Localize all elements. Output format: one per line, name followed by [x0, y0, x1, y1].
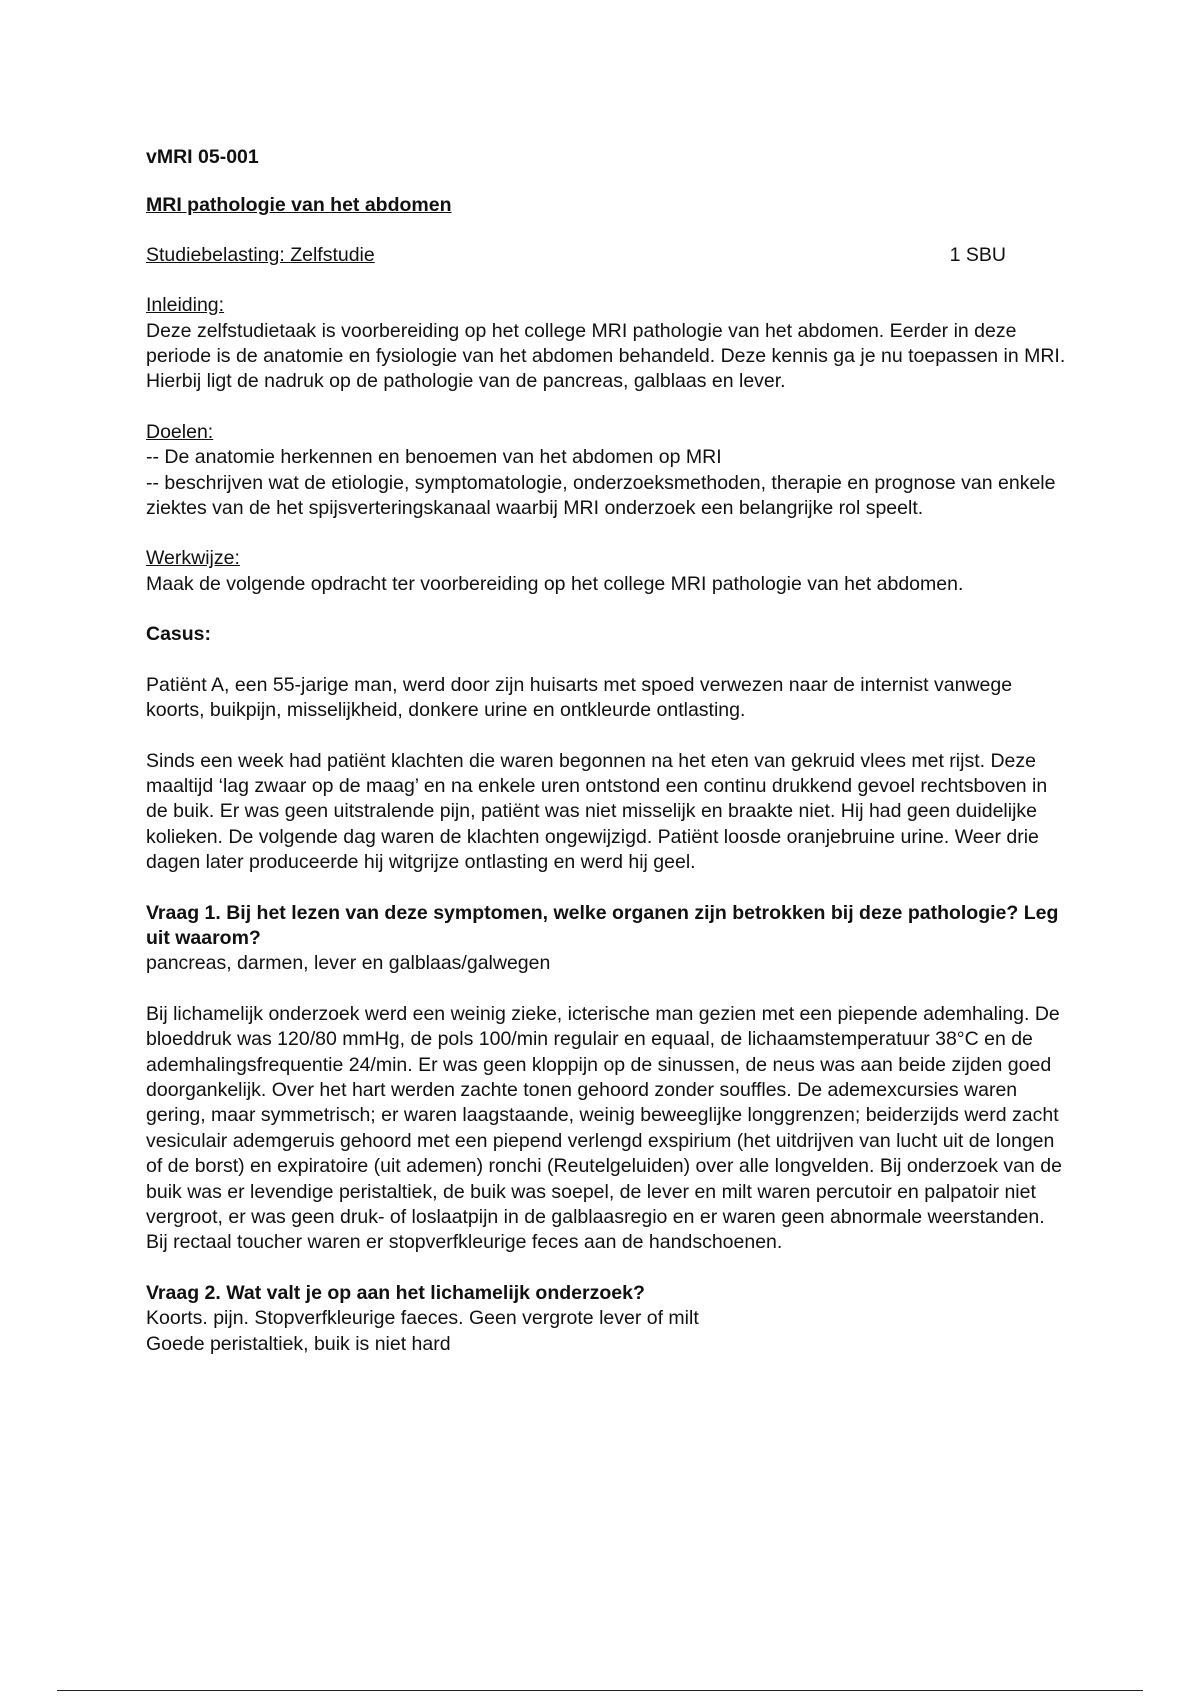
section-inleiding	[146, 293, 1066, 395]
doelen-heading: Doelen:	[146, 420, 214, 443]
question-2-block	[146, 1281, 1066, 1357]
werkwijze-text: Maak de volgende opdracht ter voorbereiding op het college MRI pathologie van het abdomen.	[146, 572, 964, 595]
study-load-value: Zelfstudie	[290, 243, 375, 266]
bottom-rule	[57, 1690, 1143, 1691]
section-werkwijze	[146, 546, 1066, 597]
inleiding-heading: Inleiding:	[146, 294, 225, 317]
question-1: Vraag 1. Bij het lezen van deze symptomen, welke organen zijn betrokken bij deze pathologie? Leg uit waarom?	[146, 901, 1059, 949]
course-code: vMRI 05-001	[146, 146, 259, 168]
question-1-block	[146, 901, 1066, 977]
answer-1: pancreas, darmen, lever en galblaas/galwegen	[146, 952, 551, 975]
doelen-item-1: -- De anatomie herkennen en benoemen van het abdomen op MRI	[146, 446, 722, 469]
answer-2-line-1: Koorts. pijn. Stopverfkleurige faeces. Geen vergrote lever of milt	[146, 1307, 699, 1330]
casus-intro: Patiënt A, een 55-jarige man, werd door zijn huisarts met spoed verwezen naar de internist vanwege koorts, buikpijn, misselijkheid, donkere urine en ontkleurde ontlasting.	[146, 673, 1013, 722]
casus-heading: Casus:	[146, 623, 212, 646]
doelen-item-2: -- beschrijven wat de etiologie, symptomatologie, onderzoeksmethoden, therapie en prognose van enkele ziektes van de het spijsverteringskanaal waarbij MRI onderzoek een belangrijke rol speelt.	[146, 471, 1056, 520]
document-page	[146, 140, 1066, 1357]
casus-history: Sinds een week had patiënt klachten die waren begonnen na het eten van gekruid vlees met rijst. Deze maaltijd ‘lag zwaar op de maag’ en na enkele uren ontstond een continu drukkend gevoel rechtsboven in de buik. Er was geen uitstralende pijn, patiënt was niet misselijk en braakte niet. Hij had geen duidelijke kolieken. De volgende dag waren de klachten ongewijzigd. Patiënt loosde oranjebruine urine. Weer drie dagen later produceerde hij witgrijze ontlasting en werd hij geel.	[146, 749, 1048, 874]
question-2: Vraag 2. Wat valt je op aan het lichamelijk onderzoek?	[146, 1281, 645, 1304]
document-title: MRI pathologie van het abdomen	[146, 194, 452, 217]
sbu-value: 1 SBU	[949, 243, 1006, 266]
study-load	[146, 243, 375, 268]
section-doelen	[146, 420, 1066, 522]
study-load-row	[146, 243, 1006, 268]
study-load-label: Studiebelasting:	[146, 243, 291, 266]
physical-exam: Bij lichamelijk onderzoek werd een weinig zieke, icterische man gezien met een piepende ademhaling. De bloeddruk was 120/80 mmHg, de pols 100/min regulair en equaal, de lichaamstemperatuur 38°C en de ademhalingsfrequentie 24/min. Er was geen kloppijn op de sinussen, de neus was aan beide zijden goed doorgankelijk. Over het hart werden zachte tonen gehoord zonder souffles. De ademexcursies waren gering, maar symmetrisch; er waren laagstaande, weinig beweeglijke longgrenzen; beiderzijds werd zacht vesiculair ademgeruis gehoord met een piepend verlengd exspirium (het uitdrijven van lucht uit de longen of de borst) en expiratoire (uit ademen) ronchi (Reutelgeluiden) over alle longvelden. Bij onderzoek van de buik was er levendige peristaltiek, de buik was soepel, de lever en milt waren percutoir en palpatoir niet vergroot, er was geen druk- of loslaatpijn in de galblaasregio en er waren geen abnormale weerstanden. Bij rectaal toucher waren er stopverfkleurige feces aan de handschoenen.	[146, 1002, 1062, 1254]
werkwijze-heading: Werkwijze:	[146, 547, 240, 570]
answer-2-line-2: Goede peristaltiek, buik is niet hard	[146, 1332, 451, 1355]
inleiding-text: Deze zelfstudietaak is voorbereiding op het college MRI pathologie van het abdomen. Eerder in deze periode is de anatomie en fysiologie van het abdomen behandeld. Deze kennis ga je nu toepassen in MRI. Hierbij ligt de nadruk op de pathologie van de pancreas, galblaas en lever.	[146, 319, 1066, 393]
